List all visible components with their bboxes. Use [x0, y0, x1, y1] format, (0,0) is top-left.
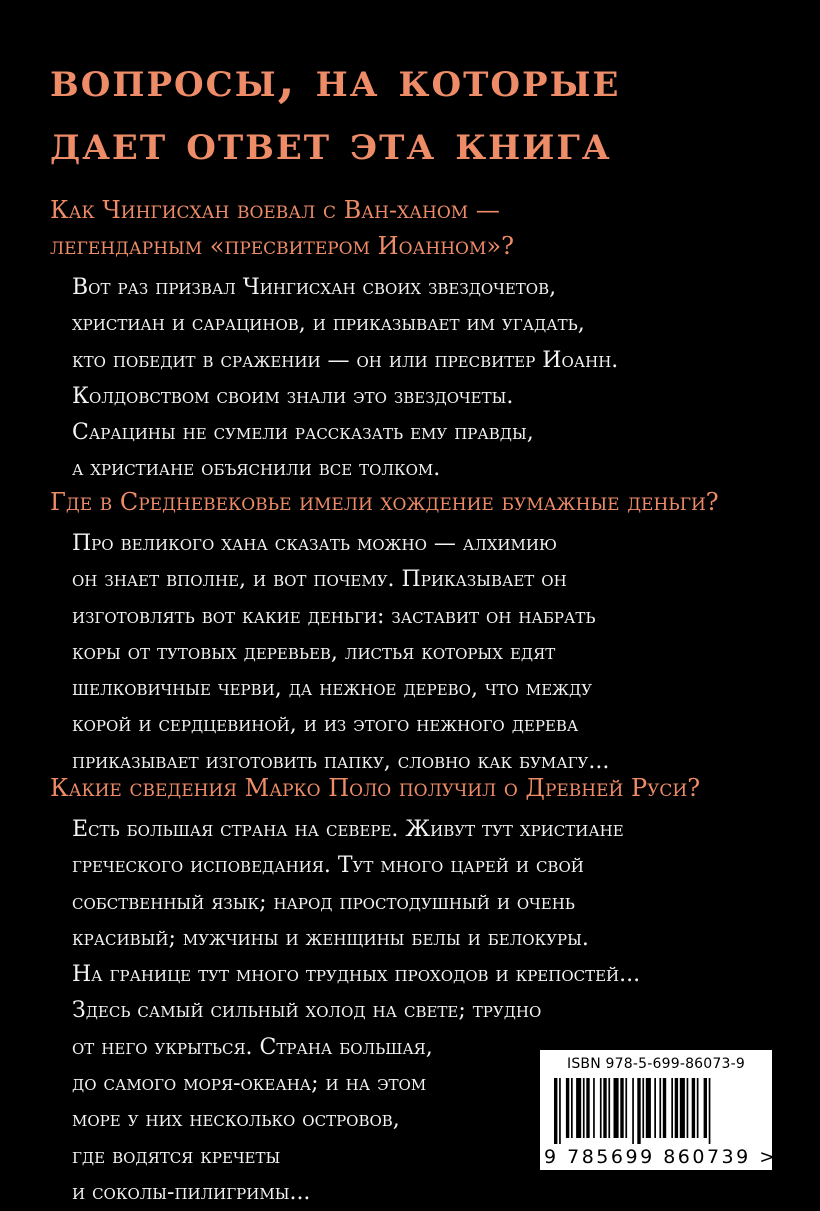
back-cover-title	[50, 48, 790, 174]
answer-line: изготовлять вот какие деньги: заставит он набрать	[72, 603, 596, 629]
answer-line: море у них несколько островов,	[72, 1107, 400, 1133]
question-line: Какие сведения Марко Поло получил о Древней Руси?	[50, 774, 701, 802]
answer-line: христиан и сарацинов, и приказывает им угадать,	[72, 311, 585, 337]
answer-line: Колдовством своим знали это звездочеты.	[72, 383, 514, 409]
barcode-bar	[620, 1078, 623, 1138]
answer-line: кто победит в сражении — он или пресвитер Иоанн.	[72, 347, 619, 373]
answer-line: где водятся кречеты	[72, 1143, 281, 1169]
barcode-bar	[614, 1078, 619, 1138]
barcode-bar	[697, 1078, 699, 1138]
barcode-bar	[583, 1078, 585, 1138]
answer-text	[72, 270, 810, 488]
barcode-bar	[603, 1078, 606, 1138]
answer-line: Сарацины не сумели рассказать ему правды,	[72, 420, 534, 446]
barcode-bar	[554, 1078, 557, 1144]
barcode-bar	[600, 1078, 602, 1138]
answer-line: На границе тут много трудных проходов и крепостей...	[72, 962, 641, 988]
barcode-bar	[576, 1078, 581, 1138]
barcode-bar	[566, 1078, 569, 1138]
barcode-bar	[559, 1078, 561, 1144]
answer-line: Вот раз призвал Чингисхан своих звездочетов,	[72, 275, 557, 300]
barcode-bar	[632, 1078, 634, 1144]
barcode-bar	[654, 1078, 656, 1138]
barcode-bars	[554, 1078, 758, 1144]
answer-line: приказывает изготовить папку, словно как бумагу...	[72, 748, 610, 774]
barcode-bar	[659, 1078, 661, 1138]
answer-line: красивый; мужчины и женщины белы и белокуры.	[72, 925, 589, 951]
question-heading	[50, 192, 810, 264]
barcode-bar	[608, 1078, 610, 1138]
isbn-barcode	[540, 1050, 778, 1170]
barcode-bar	[687, 1078, 689, 1138]
answer-line: и соколы-пилигримы...	[72, 1179, 311, 1205]
barcode-bar	[571, 1078, 573, 1138]
isbn-number: ISBN 978-5-699-86073-9	[567, 1056, 745, 1072]
question-line: Как Чингисхан воевал с Ван-ханом —	[50, 196, 500, 224]
answer-line: греческого исповедания. Тут много царей и свой	[72, 853, 584, 879]
barcode-bar	[709, 1078, 711, 1144]
answer-line: шелковичные черви, да нежное дерево, что между	[72, 676, 593, 702]
question-heading	[50, 770, 810, 806]
barcode-digits: 9 785699 860739 >	[544, 1146, 778, 1168]
answer-text	[72, 526, 810, 780]
qa-section-khan	[50, 192, 810, 488]
barcode-bar	[675, 1078, 678, 1138]
barcode-bar	[625, 1078, 627, 1138]
barcode-bar	[586, 1078, 589, 1138]
barcode-bar	[642, 1078, 644, 1138]
answer-line: а христиане объяснили все толком.	[72, 456, 441, 482]
answer-line: Есть большая страна на севере. Живут тут христиане	[72, 817, 624, 842]
barcode-bar	[663, 1078, 666, 1138]
answer-line: собственный язык; народ простодушный и очень	[72, 889, 575, 915]
answer-line: он знает вполне, и вот почему. Приказывает он	[72, 567, 567, 593]
answer-line: до самого моря-океана; и на этом	[72, 1071, 427, 1097]
answer-line: от него укрыться. Страна большая,	[72, 1034, 433, 1060]
barcode-bar	[637, 1078, 640, 1144]
barcode-bar	[704, 1078, 707, 1138]
question-heading	[50, 484, 810, 520]
question-line: легендарным «пресвитером Иоанном»?	[50, 232, 514, 260]
barcode-bar	[671, 1078, 673, 1138]
barcode-bar	[646, 1078, 651, 1138]
answer-line: корой и сердцевиной, и из этого нежного дерева	[72, 712, 579, 738]
qa-section-paper-money	[50, 484, 810, 780]
answer-line: Про великого хана сказать можно — алхимию	[72, 531, 557, 556]
answer-line: Здесь самый сильный холод на свете; трудно	[72, 998, 542, 1024]
answer-line: коры от тутовых деревьев, листья которых едят	[72, 639, 556, 665]
barcode-bar	[593, 1078, 595, 1138]
title-line: дает ответ эта книга	[50, 113, 612, 171]
question-line: Где в Средневековье имели хождение бумажные деньги?	[50, 488, 719, 516]
barcode-bar	[692, 1078, 695, 1138]
title-line: вопросы, на которые	[50, 50, 621, 108]
barcode-bar	[680, 1078, 685, 1138]
